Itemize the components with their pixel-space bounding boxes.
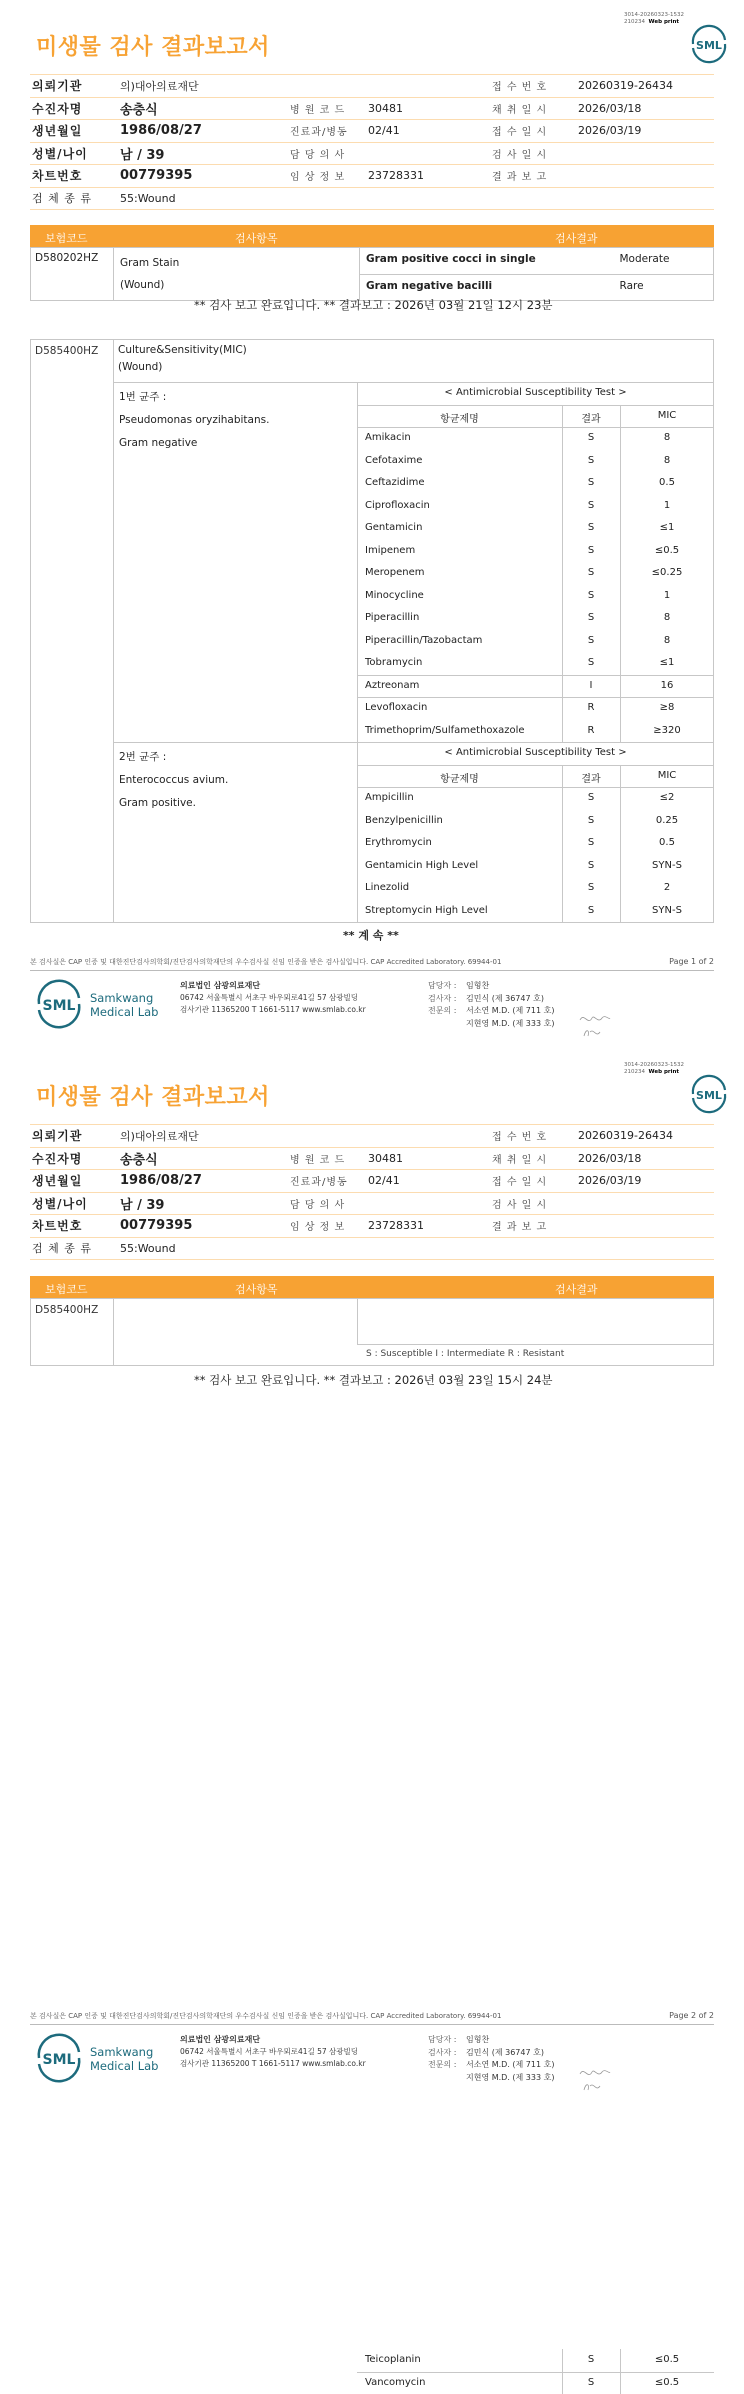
specimen-value: 55:Wound — [120, 1237, 714, 1260]
page2-code: D585400HZ — [31, 1299, 113, 1321]
bar-item-label: 검사항목 — [235, 1281, 278, 1297]
mic-value: SYN-S — [620, 905, 714, 916]
mic-value: 8 — [620, 455, 714, 466]
lab-info: 의료법인 삼광의료재단 06742 서울특별시 서초구 바우뫼로41길 57 삼광빌딩 검사기관 11365200 T 1661-5117 www.smlab.co.kr — [180, 2034, 366, 2070]
ast-row — [357, 652, 714, 675]
doctor-label: 담 당 의 사 — [290, 1192, 368, 1215]
ast-row — [357, 540, 714, 563]
susceptibility-result: S — [562, 455, 620, 466]
patient-value: 송충식 — [120, 97, 290, 120]
clinical-value: 23728331 — [368, 1215, 492, 1238]
gram-code: D580202HZ — [31, 248, 114, 301]
ast-col-drug: 항균제명 — [357, 410, 562, 425]
mic-value: 8 — [620, 635, 714, 646]
susceptibility-result: S — [562, 432, 620, 443]
patient-label: 수진자명 — [30, 1147, 120, 1170]
ast-row — [357, 697, 714, 720]
page-number: Page 2 of 2 — [669, 2011, 714, 2020]
divider — [113, 742, 714, 743]
sexage-label: 성별/나이 — [30, 1192, 120, 1215]
divider — [113, 382, 714, 383]
staff-list: 담당자 : 임형찬 검사자 : 김민식 (제 36747 호) 전문의 : 서소연 M.D. (제 711 호) 지현영 M.D. (제 333 호) — [428, 980, 554, 1030]
susceptibility-result: S — [562, 612, 620, 623]
susceptibility-result: S — [562, 882, 620, 893]
receipt-no-value: 20260319-26434 — [578, 75, 714, 98]
divider — [357, 1344, 714, 1345]
mic-value: SYN-S — [620, 860, 714, 871]
sml-logo-icon — [690, 1076, 728, 1112]
ast-col-drug: 항균제명 — [357, 770, 562, 785]
mic-value: 1 — [620, 500, 714, 511]
antibiotic-name: Meropenem — [365, 567, 425, 578]
doctor-value — [368, 142, 492, 165]
birth-label: 생년월일 — [30, 120, 120, 143]
ast-row — [357, 472, 714, 495]
antibiotic-name: Piperacillin — [365, 612, 419, 623]
ast-col-result: 결과 — [562, 410, 620, 425]
antibiotic-name: Gentamicin — [365, 522, 422, 533]
antibiotic-name: Levofloxacin — [365, 702, 427, 713]
mic-value: ≤0.5 — [620, 545, 714, 556]
antibiotic-name: Streptomycin High Level — [365, 905, 488, 916]
organism-2: 2번 균주 : Enterococcus avium. Gram positive. — [119, 746, 228, 815]
susceptibility-result: R — [562, 702, 620, 713]
hosp-code-label: 병 원 코 드 — [290, 97, 368, 120]
ast-row — [357, 900, 714, 923]
antibiotic-name: Erythromycin — [365, 837, 432, 848]
antibiotic-name: Imipenem — [365, 545, 415, 556]
hosp-code-label: 병 원 코 드 — [290, 1147, 368, 1170]
susceptibility-result: S — [562, 792, 620, 803]
ast-row — [357, 450, 714, 473]
susceptibility-result: S — [562, 2354, 620, 2365]
antibiotic-name: Linezolid — [365, 882, 409, 893]
request-org-value: 의)대아의료재단 — [120, 75, 492, 98]
ast-row — [357, 562, 714, 585]
footer-divider — [30, 2024, 714, 2025]
ast-title: < Antimicrobial Susceptibility Test > — [357, 747, 714, 758]
section-header-bar — [30, 225, 714, 247]
receipt-no-value: 20260319-26434 — [578, 1125, 714, 1148]
request-org-label: 의뢰기관 — [30, 1125, 120, 1148]
susceptibility-result: S — [562, 477, 620, 488]
sml-logo-icon — [690, 26, 728, 62]
mic-value: ≤1 — [620, 657, 714, 668]
svg-text:SML: SML — [43, 998, 76, 1014]
birth-value: 1986/08/27 — [120, 120, 290, 143]
ast-row — [357, 517, 714, 540]
antibiotic-name: Piperacillin/Tazobactam — [365, 635, 482, 646]
gram-test-name: Gram Stain (Wound) — [114, 248, 360, 301]
cap-cert-text: 본 검사실은 CAP 인증 및 대한진단검사의학회/진단검사의학재단의 우수검사실 신임 인증을 받은 검사실입니다. CAP Accredited Laboratory. 69944-01 — [30, 2011, 501, 2021]
specimen-label: 검 체 종 류 — [30, 1237, 120, 1260]
samkwang-logo-icon — [36, 2034, 156, 2082]
bar-item-label: 검사항목 — [235, 230, 278, 246]
antibiotic-name: Teicoplanin — [365, 2354, 421, 2365]
culture-code-cell — [30, 339, 114, 923]
susceptibility-result: S — [562, 567, 620, 578]
svg-text:Samkwang: Samkwang — [90, 991, 153, 1005]
document-number: 3014-20260323-1532 210234 Web print — [624, 1062, 684, 1076]
report-label: 결 과 보 고 — [492, 1215, 578, 1238]
request-org-value: 의)대아의료재단 — [120, 1125, 492, 1148]
susceptibility-result: S — [562, 837, 620, 848]
organism-1: 1번 균주 : Pseudomonas oryzihabitans. Gram negative — [119, 386, 269, 455]
culture-test-name: Culture&Sensitivity(MIC) (Wound) — [118, 342, 247, 376]
susceptibility-result: R — [562, 725, 620, 736]
patient-value: 송충식 — [120, 1147, 290, 1170]
report-page-1 — [0, 0, 744, 1050]
document-number: 3014-20260323-1532 210234 Web print — [624, 12, 684, 26]
collect-date-value: 2026/03/18 — [578, 97, 714, 120]
ast-col-mic: MIC — [620, 410, 714, 421]
receipt-no-label: 접 수 번 호 — [492, 75, 578, 98]
ast-row — [357, 607, 714, 630]
patient-info-table — [30, 1124, 714, 1260]
receipt-date-value: 2026/03/19 — [578, 120, 714, 143]
ast-row — [357, 675, 714, 698]
birth-value: 1986/08/27 — [120, 1170, 290, 1193]
test-date-value — [578, 1192, 714, 1215]
mic-value: 0.5 — [620, 837, 714, 848]
dept-label: 진료과/병동 — [290, 120, 368, 143]
mic-value: ≤1 — [620, 522, 714, 533]
svg-text:SML: SML — [696, 39, 722, 52]
hosp-code-value: 30481 — [368, 1147, 492, 1170]
report-title: 미생물 검사 결과보고서 — [36, 1080, 270, 1111]
report-value — [578, 1215, 714, 1238]
antibiotic-name: Ampicillin — [365, 792, 414, 803]
test-date-value — [578, 142, 714, 165]
ast-row — [357, 720, 714, 743]
dept-value: 02/41 — [368, 1170, 492, 1193]
susceptibility-result: S — [562, 905, 620, 916]
dept-value: 02/41 — [368, 120, 492, 143]
chart-value: 00779395 — [120, 165, 290, 188]
birth-label: 생년월일 — [30, 1170, 120, 1193]
ast-row — [357, 832, 714, 855]
hosp-code-value: 30481 — [368, 97, 492, 120]
ast-row — [357, 2372, 714, 2394]
collect-date-label: 채 취 일 시 — [492, 97, 578, 120]
dept-label: 진료과/병동 — [290, 1170, 368, 1193]
test-date-label: 검 사 일 시 — [492, 142, 578, 165]
ast-row — [357, 810, 714, 833]
antibiotic-name: Minocycline — [365, 590, 424, 601]
svg-text:Samkwang: Samkwang — [90, 2045, 153, 2059]
antibiotic-name: Vancomycin — [365, 2377, 425, 2388]
svg-text:SML: SML — [696, 1089, 722, 1102]
ast-row — [357, 787, 714, 810]
ast-title: < Antimicrobial Susceptibility Test > — [357, 387, 714, 398]
report-label: 결 과 보 고 — [492, 165, 578, 188]
report-page-2 — [0, 1050, 744, 2104]
divider — [357, 765, 714, 766]
receipt-date-value: 2026/03/19 — [578, 1170, 714, 1193]
ast-row — [357, 877, 714, 900]
gram-stain-table — [30, 247, 714, 301]
mic-value: 8 — [620, 612, 714, 623]
report-title: 미생물 검사 결과보고서 — [36, 30, 270, 61]
ast-row — [357, 630, 714, 653]
mic-value: ≤0.5 — [620, 2377, 714, 2388]
gram-result-value: Moderate — [620, 248, 714, 275]
signature-icon — [578, 1010, 612, 1040]
mic-value: 0.5 — [620, 477, 714, 488]
susceptibility-result: S — [562, 815, 620, 826]
request-org-label: 의뢰기관 — [30, 75, 120, 98]
susceptibility-result: S — [562, 860, 620, 871]
page-number: Page 1 of 2 — [669, 957, 714, 966]
susceptibility-result: S — [562, 635, 620, 646]
footer-divider — [30, 970, 714, 971]
mic-value: 8 — [620, 432, 714, 443]
ast-row — [357, 427, 714, 450]
clinical-label: 임 상 정 보 — [290, 165, 368, 188]
specimen-label: 검 체 종 류 — [30, 187, 120, 210]
ast-row — [357, 495, 714, 518]
gram-report-note: ** 검사 보고 완료입니다. ** 결과보고 : 2026년 03월 21일 12시 23분 — [194, 297, 553, 313]
doctor-label: 담 당 의 사 — [290, 142, 368, 165]
sexage-value: 남 / 39 — [120, 142, 290, 165]
continued-note: ** 계 속 ** — [343, 927, 399, 943]
gram-result-name: Gram positive cocci in single — [360, 248, 620, 275]
collect-date-value: 2026/03/18 — [578, 1147, 714, 1170]
gram-result-name: Gram negative bacilli — [360, 274, 620, 301]
chart-value: 00779395 — [120, 1215, 290, 1238]
report-value — [578, 165, 714, 188]
susceptibility-result: S — [562, 522, 620, 533]
test-date-label: 검 사 일 시 — [492, 1192, 578, 1215]
mic-value: ≥320 — [620, 725, 714, 736]
gram-result-value: Rare — [620, 274, 714, 301]
signature-icon — [578, 2064, 612, 2094]
antibiotic-name: Ciprofloxacin — [365, 500, 430, 511]
staff-list: 담당자 : 임형찬 검사자 : 김민식 (제 36747 호) 전문의 : 서소연 M.D. (제 711 호) 지현영 M.D. (제 333 호) — [428, 2034, 554, 2084]
susceptibility-result: S — [562, 500, 620, 511]
antibiotic-name: Trimethoprim/Sulfamethoxazole — [365, 725, 525, 736]
patient-label: 수진자명 — [30, 97, 120, 120]
ast-row — [357, 2349, 714, 2372]
lab-info: 의료법인 삼광의료재단 06742 서울특별시 서초구 바우뫼로41길 57 삼광빌딩 검사기관 11365200 T 1661-5117 www.smlab.co.kr — [180, 980, 366, 1016]
antibiotic-name: Cefotaxime — [365, 455, 422, 466]
svg-text:Medical Lab: Medical Lab — [90, 2059, 158, 2073]
ast-col-result: 결과 — [562, 770, 620, 785]
susceptibility-result: S — [562, 590, 620, 601]
receipt-date-label: 접 수 일 시 — [492, 1170, 578, 1193]
mic-value: ≤0.5 — [620, 2354, 714, 2365]
final-report-note: ** 검사 보고 완료입니다. ** 결과보고 : 2026년 03월 23일 15시 24분 — [194, 1372, 553, 1388]
svg-text:Medical Lab: Medical Lab — [90, 1005, 158, 1019]
ast-row — [357, 855, 714, 878]
mic-value: 0.25 — [620, 815, 714, 826]
page2-code-cell — [30, 1298, 114, 1366]
chart-label: 차트번호 — [30, 1215, 120, 1238]
divider — [357, 1298, 358, 1344]
mic-value: 1 — [620, 590, 714, 601]
susceptibility-result: S — [562, 657, 620, 668]
susceptibility-result: S — [562, 2377, 620, 2388]
svg-text:SML: SML — [43, 2052, 76, 2068]
mic-value: ≤0.25 — [620, 567, 714, 578]
samkwang-logo-icon — [36, 980, 156, 1028]
susceptibility-result: S — [562, 545, 620, 556]
doctor-value — [368, 1192, 492, 1215]
bar-code-label: 보험코드 — [45, 1281, 88, 1297]
divider — [357, 405, 714, 406]
bar-result-label: 검사결과 — [555, 1281, 598, 1297]
bar-code-label: 보험코드 — [45, 230, 88, 246]
susceptibility-result: I — [562, 680, 620, 691]
sexage-value: 남 / 39 — [120, 1192, 290, 1215]
ast-row — [357, 585, 714, 608]
mic-value: ≤2 — [620, 792, 714, 803]
antibiotic-name: Benzylpenicillin — [365, 815, 443, 826]
sexage-label: 성별/나이 — [30, 142, 120, 165]
patient-info-table — [30, 74, 714, 210]
receipt-date-label: 접 수 일 시 — [492, 120, 578, 143]
cap-cert-text: 본 검사실은 CAP 인증 및 대한진단검사의학회/진단검사의학재단의 우수검사실 신임 인증을 받은 검사실입니다. CAP Accredited Laboratory. 69944-01 — [30, 957, 501, 967]
ast-col-mic: MIC — [620, 770, 714, 781]
antibiotic-name: Tobramycin — [365, 657, 422, 668]
antibiotic-name: Aztreonam — [365, 680, 419, 691]
specimen-value: 55:Wound — [120, 187, 714, 210]
antibiotic-name: Amikacin — [365, 432, 411, 443]
chart-label: 차트번호 — [30, 165, 120, 188]
mic-value: 16 — [620, 680, 714, 691]
collect-date-label: 채 취 일 시 — [492, 1147, 578, 1170]
culture-code: D585400HZ — [31, 340, 113, 362]
bar-result-label: 검사결과 — [555, 230, 598, 246]
section-header-bar — [30, 1276, 714, 1298]
clinical-label: 임 상 정 보 — [290, 1215, 368, 1238]
antibiotic-name: Ceftazidime — [365, 477, 425, 488]
receipt-no-label: 접 수 번 호 — [492, 1125, 578, 1148]
mic-value: 2 — [620, 882, 714, 893]
antibiotic-name: Gentamicin High Level — [365, 860, 478, 871]
result-legend: S : Susceptible I : Intermediate R : Resistant — [366, 1349, 564, 1359]
mic-value: ≥8 — [620, 702, 714, 713]
clinical-value: 23728331 — [368, 165, 492, 188]
